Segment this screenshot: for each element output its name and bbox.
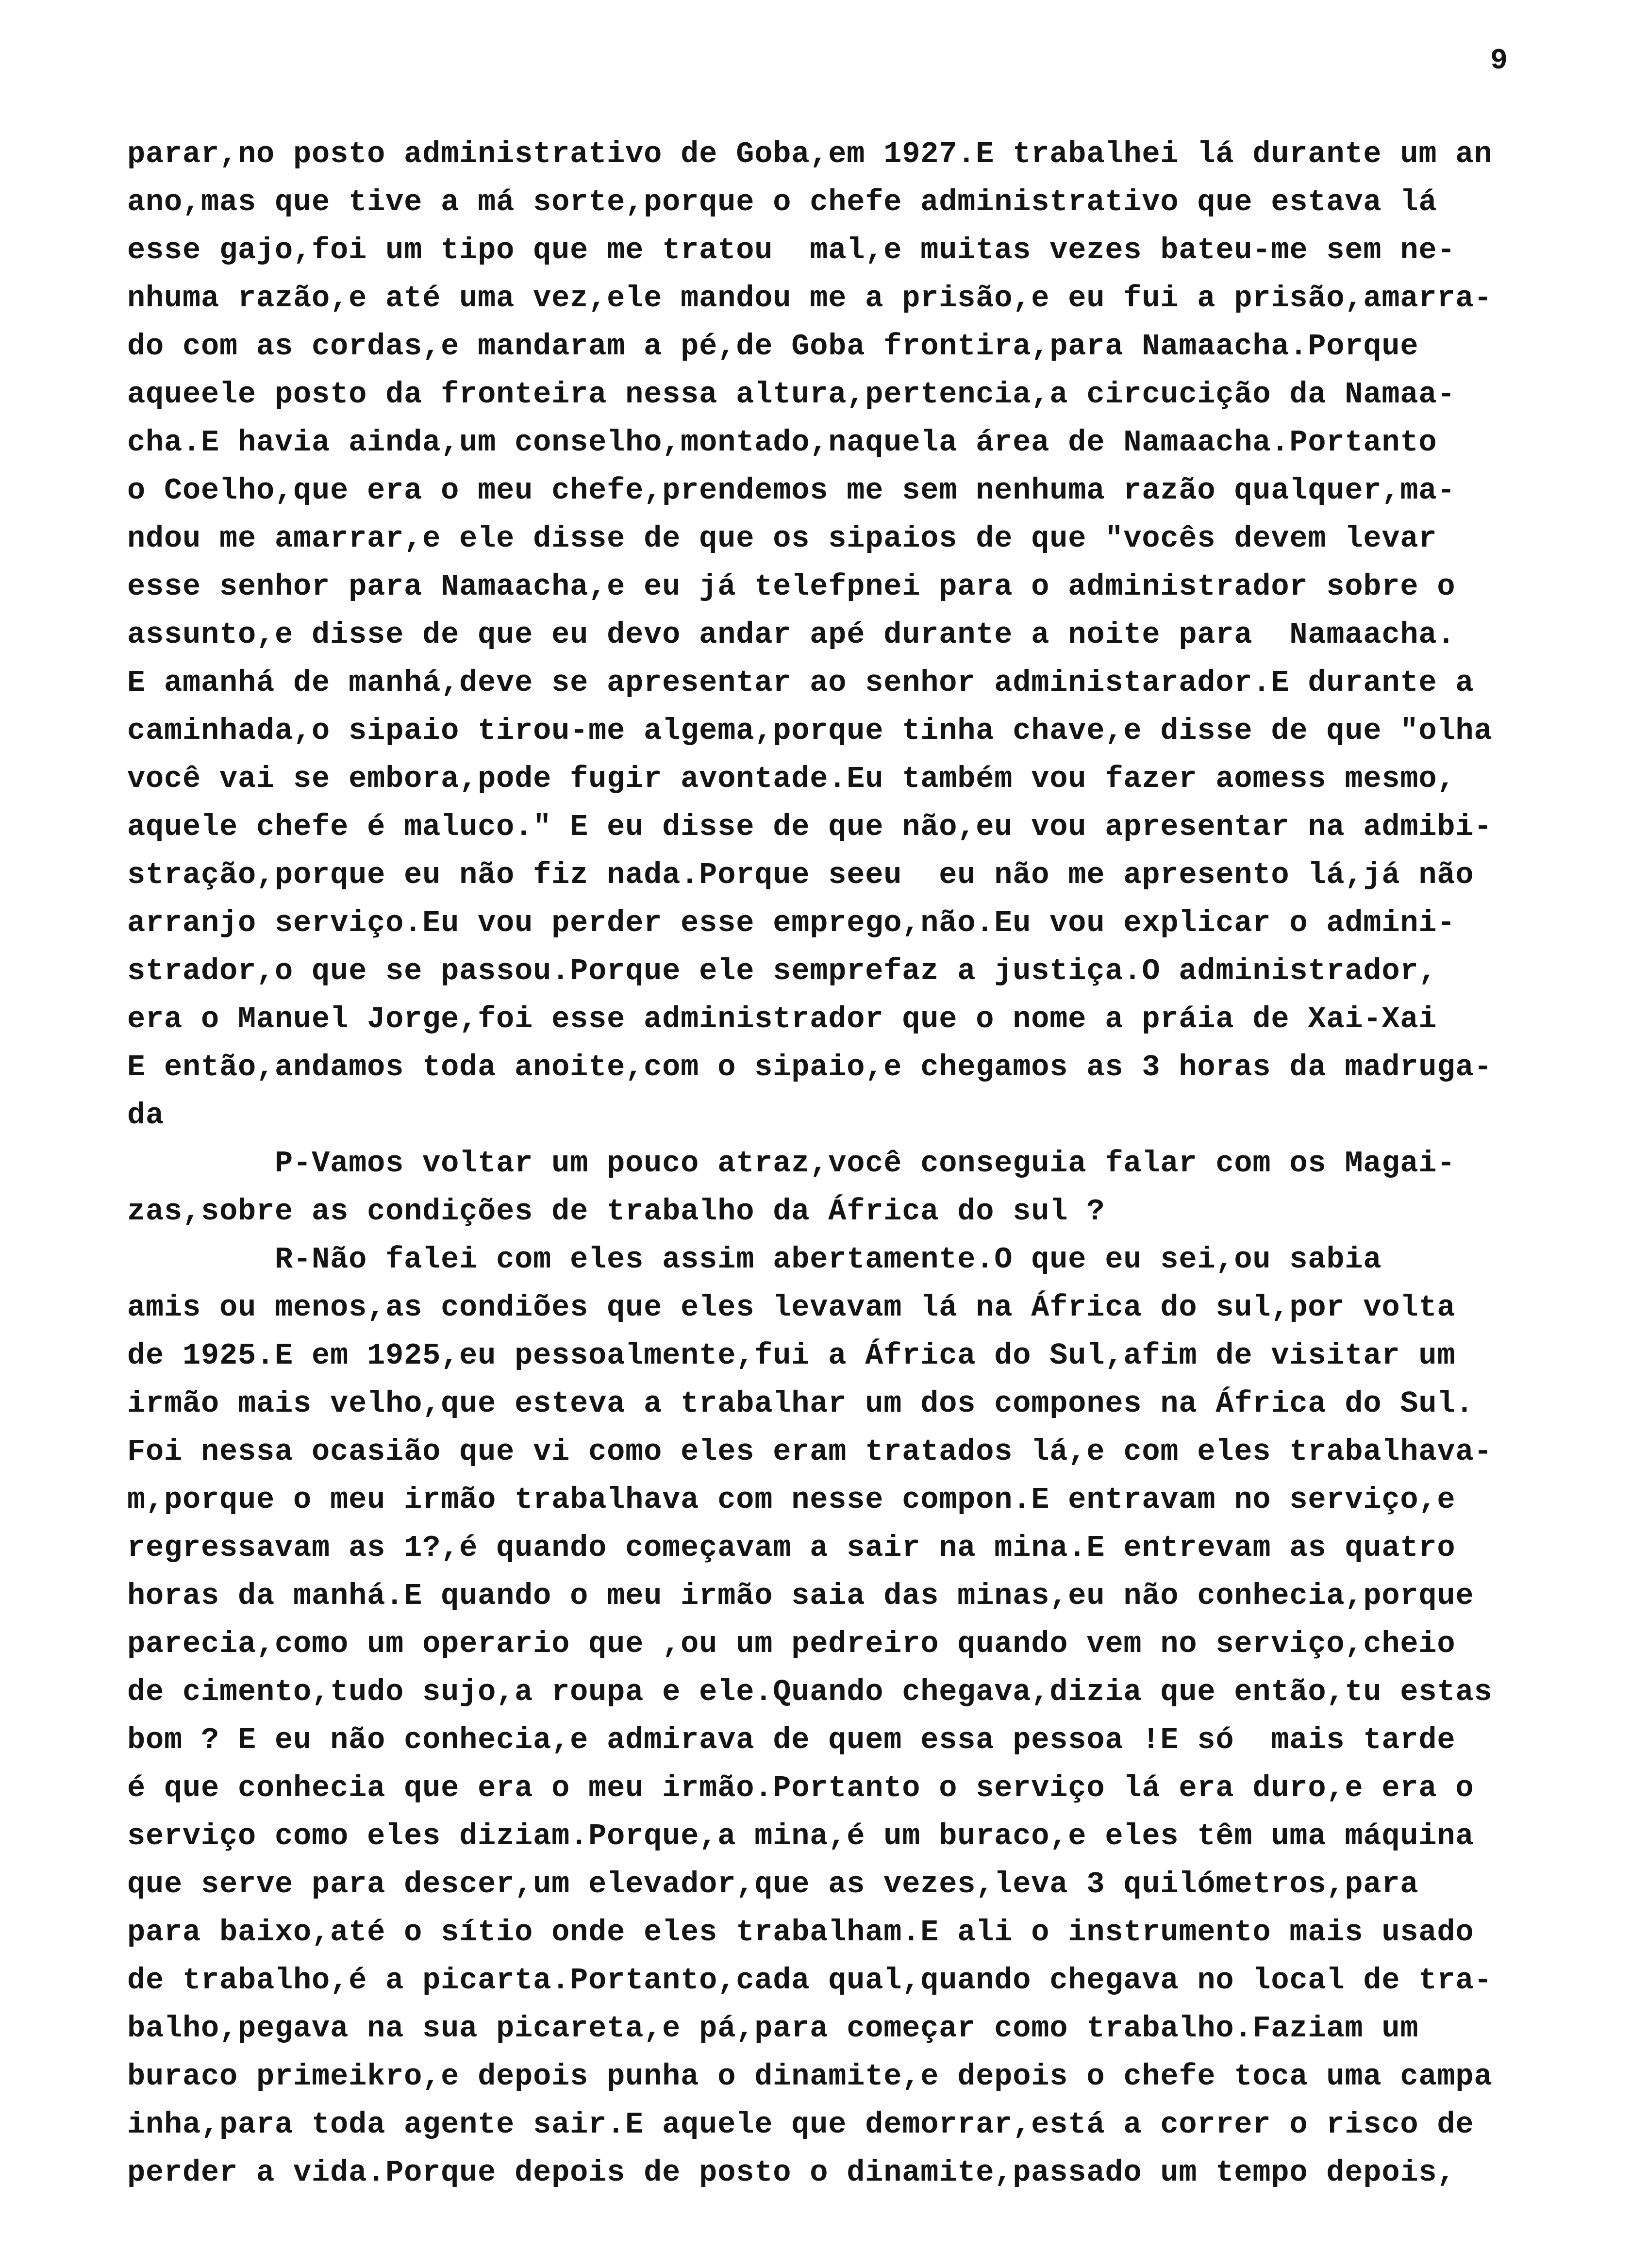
text-line: stração,porque eu não fiz nada.Porque seeu eu não me apresento lá,já não [127, 858, 1474, 892]
page-number: 9 [1490, 45, 1508, 78]
text-line: balho,pegava na sua picareta,e pá,para começar como trabalho.Faziam um [127, 2011, 1419, 2046]
text-line: de cimento,tudo sujo,a roupa e ele.Quando chegava,dizia que então,tu estas [127, 1675, 1493, 1709]
page-text-body [127, 130, 1608, 2197]
text-line: que serve para descer,um elevador,que as vezes,leva 3 quilómetros,para [127, 1867, 1419, 1901]
text-line: irmão mais velho,que esteva a trabalhar um dos compones na África do Sul. [127, 1386, 1474, 1421]
text-line: é que conhecia que era o meu irmão.Portanto o serviço lá era duro,e era o [127, 1771, 1474, 1805]
text-line: strador,o que se passou.Porque ele semprefaz a justiça.O administrador, [127, 954, 1437, 988]
text-line: R-Não falei com eles assim abertamente.O que eu sei,ou sabia [127, 1242, 1382, 1277]
text-line: cha.E havia ainda,um conselho,montado,naquela área de Namaacha.Portanto [127, 425, 1437, 460]
text-line: regressavam as 1?,é quando começavam a sair na mina.E entrevam as quatro [127, 1531, 1456, 1565]
text-line: m,porque o meu irmão trabalhava com nesse compon.E entravam no serviço,e [127, 1483, 1456, 1517]
text-line: P-Vamos voltar um pouco atraz,você conseguia falar com os Magai- [127, 1146, 1456, 1181]
text-line: o Coelho,que era o meu chefe,prendemos me sem nenhuma razão qualquer,ma- [127, 473, 1456, 508]
text-line: assunto,e disse de que eu devo andar apé durante a noite para Namaacha. [127, 617, 1456, 652]
text-line: de trabalho,é a picarta.Portanto,cada qual,quando chegava no local de tra- [127, 1963, 1493, 1998]
text-line: aqueele posto da fronteira nessa altura,pertencia,a circucição da Namaa- [127, 377, 1456, 412]
text-line: de 1925.E em 1925,eu pessoalmente,fui a África do Sul,afim de visitar um [127, 1338, 1456, 1373]
text-line: bom ? E eu não conhecia,e admirava de quem essa pessoa !E só mais tarde [127, 1723, 1456, 1757]
text-line: serviço como eles diziam.Porque,a mina,é um buraco,e eles têm uma máquina [127, 1819, 1474, 1853]
text-line: nhuma razão,e até uma vez,ele mandou me a prisão,e eu fui a prisão,amarra- [127, 281, 1493, 316]
text-line: ano,mas que tive a má sorte,porque o chefe administrativo que estava lá [127, 185, 1437, 219]
text-line: da [127, 1098, 165, 1133]
text-line: era o Manuel Jorge,foi esse administrador que o nome a práia de Xai-Xai [127, 1002, 1437, 1036]
text-line: do com as cordas,e mandaram a pé,de Goba frontira,para Namaacha.Porque [127, 329, 1419, 364]
text-line: zas,sobre as condições de trabalho da África do sul ? [127, 1194, 1105, 1229]
text-line: esse gajo,foi um tipo que me tratou mal,e muitas vezes bateu-me sem ne- [127, 233, 1456, 267]
text-line: parecia,como um operario que ,ou um pedreiro quando vem no serviço,cheio [127, 1627, 1456, 1661]
text-line: perder a vida.Porque depois de posto o dinamite,passado um tempo depois, [127, 2155, 1456, 2190]
text-line: arranjo serviço.Eu vou perder esse emprego,não.Eu vou explicar o admini- [127, 906, 1456, 940]
text-line: amis ou menos,as condiões que eles levavam lá na África do sul,por volta [127, 1290, 1456, 1325]
text-line: para baixo,até o sítio onde eles trabalham.E ali o instrumento mais usado [127, 1915, 1474, 1950]
text-line: parar,no posto administrativo de Goba,em 1927.E trabalhei lá durante um an [127, 137, 1493, 171]
text-line: E amanhá de manhá,deve se apresentar ao senhor administarador.E durante a [127, 666, 1474, 700]
text-line: horas da manhá.E quando o meu irmão saia das minas,eu não conhecia,porque [127, 1579, 1474, 1613]
text-line: você vai se embora,pode fugir avontade.Eu também vou fazer aomess mesmo, [127, 762, 1456, 796]
text-line: caminhada,o sipaio tirou-me algema,porque tinha chave,e disse de que "olha [127, 714, 1493, 748]
text-line: E então,andamos toda anoite,com o sipaio,e chegamos as 3 horas da madruga- [127, 1050, 1493, 1084]
text-line: inha,para toda agente sair.E aquele que demorrar,está a correr o risco de [127, 2107, 1474, 2142]
text-line: esse senhor para Namaacha,e eu já telefpnei para o administrador sobre o [127, 569, 1456, 604]
text-line: ndou me amarrar,e ele disse de que os sipaios de que "vocês devem levar [127, 521, 1437, 556]
text-line: Foi nessa ocasião que vi como eles eram tratados lá,e com eles trabalhava- [127, 1434, 1493, 1469]
text-line: aquele chefe é maluco." E eu disse de que não,eu vou apresentar na admibi- [127, 810, 1493, 844]
text-line: buraco primeikro,e depois punha o dinamite,e depois o chefe toca uma campa [127, 2059, 1493, 2094]
